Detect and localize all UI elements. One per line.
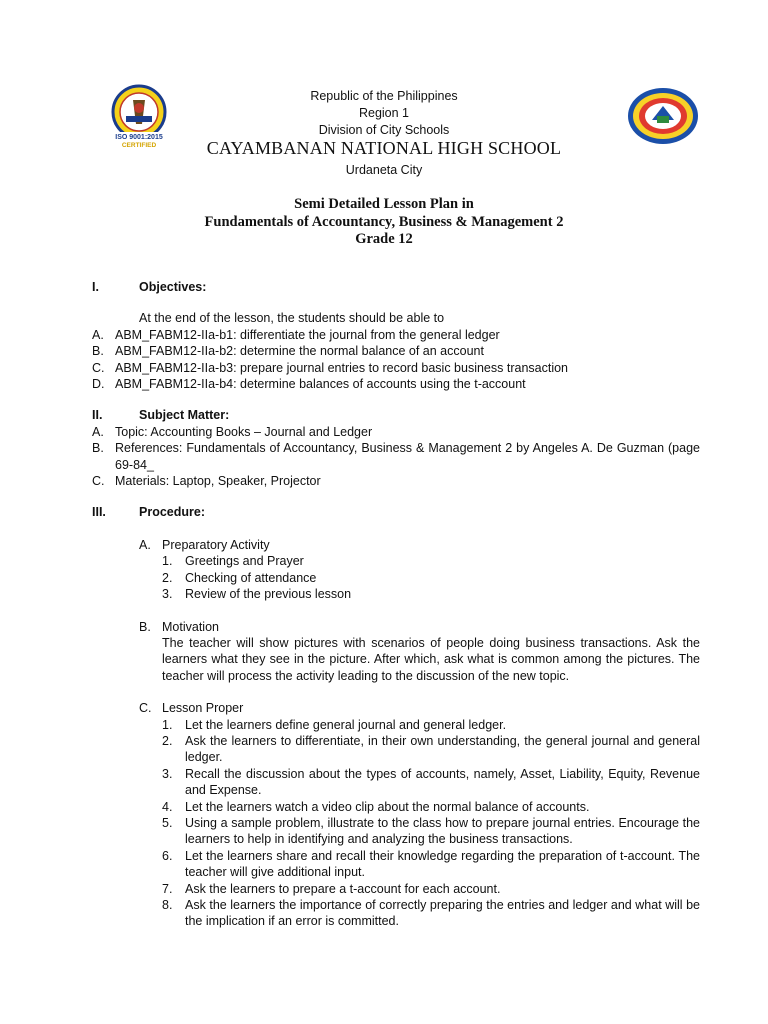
list-item bbox=[92, 327, 700, 343]
section-heading: Procedure: bbox=[139, 505, 205, 520]
document-body bbox=[92, 279, 700, 944]
preparatory-activity bbox=[139, 537, 700, 603]
lesson-list bbox=[162, 717, 700, 930]
list-item bbox=[162, 553, 700, 569]
list-marker: 5. bbox=[162, 815, 173, 830]
list-item-text: References: Fundamentals of Accountancy, Business & Management 2 by Angeles A. De Guzman (page 69-84_ bbox=[115, 441, 700, 472]
list-item bbox=[162, 897, 700, 930]
subsection-title-text: Preparatory Activity bbox=[162, 537, 270, 552]
section-procedure bbox=[92, 504, 700, 929]
list-item-text: Review of the previous lesson bbox=[185, 587, 352, 602]
list-marker: A. bbox=[92, 424, 104, 439]
list-item bbox=[162, 815, 700, 848]
title-line-2: Fundamentals of Accountancy, Business & Management 2 bbox=[204, 213, 564, 230]
list-marker: C. bbox=[92, 474, 105, 489]
list-item bbox=[162, 717, 700, 733]
section-numeral: III. bbox=[92, 505, 106, 520]
list-marker: 4. bbox=[162, 799, 173, 814]
list-item bbox=[92, 424, 700, 440]
school-name: CAYAMBANAN NATIONAL HIGH SCHOOL bbox=[206, 138, 562, 158]
header-division: Division of City Schools bbox=[318, 123, 450, 137]
list-marker: 3. bbox=[162, 587, 173, 602]
subsection-title bbox=[139, 537, 700, 553]
list-item-text: Ask the learners to differentiate, in their own understanding, the general journal and general ledger. bbox=[185, 733, 700, 765]
lesson-plan-title bbox=[0, 196, 768, 249]
list-item bbox=[162, 848, 700, 881]
list-item-text: Using a sample problem, illustrate to the class how to prepare journal entries. Encourage the learners to help in identifying and analyzing the business transactions. bbox=[185, 815, 700, 847]
list-item-text: ABM_FABM12-IIa-b3: prepare journal entries to record basic business transaction bbox=[115, 360, 569, 375]
subsection-title-text: Lesson Proper bbox=[162, 701, 244, 716]
subsection-title-text: Motivation bbox=[162, 619, 219, 634]
list-item-text: Checking of attendance bbox=[185, 570, 317, 585]
list-item bbox=[162, 586, 700, 602]
preparatory-list bbox=[162, 553, 700, 602]
motivation-text: The teacher will show pictures with scenarios of people doing business transactions. Ask the learners what they see in the picture. After which, ask what is common among the pictures. The teacher will process the activity leading to the discussion of the new topic. bbox=[162, 635, 700, 683]
list-item-text: Let the learners share and recall their knowledge regarding the preparation of t-account. The teacher will give additional input. bbox=[185, 848, 700, 880]
objectives-intro: At the end of the lesson, the students should be able to bbox=[139, 311, 445, 326]
list-item bbox=[92, 376, 700, 392]
list-marker: 8. bbox=[162, 898, 173, 912]
subject-list bbox=[92, 424, 700, 490]
list-item-text: ABM_FABM12-IIa-b1: differentiate the journal from the general ledger bbox=[115, 327, 500, 342]
list-item bbox=[162, 799, 700, 815]
list-item bbox=[92, 473, 700, 489]
section-heading: Subject Matter: bbox=[139, 408, 230, 423]
list-marker: B. bbox=[92, 441, 104, 456]
subsection-title bbox=[139, 619, 700, 635]
list-item bbox=[162, 570, 700, 586]
list-item bbox=[162, 881, 700, 897]
list-item-text: Let the learners watch a video clip about the normal balance of accounts. bbox=[185, 799, 590, 814]
section-subject-matter bbox=[92, 407, 700, 489]
title-line-3: Grade 12 bbox=[355, 231, 413, 247]
list-marker: 2. bbox=[162, 570, 173, 585]
list-item bbox=[162, 733, 700, 766]
lesson-proper bbox=[139, 700, 700, 930]
list-marker: A. bbox=[92, 327, 104, 342]
list-marker: B. bbox=[92, 344, 104, 359]
objectives-list bbox=[92, 327, 700, 393]
subsection-title bbox=[139, 700, 700, 716]
list-item bbox=[92, 360, 700, 376]
section-numeral: I. bbox=[92, 280, 99, 294]
list-item-text: Topic: Accounting Books – Journal and Ledger bbox=[115, 424, 373, 439]
title-line-1: Semi Detailed Lesson Plan in bbox=[294, 196, 474, 212]
header-city: Urdaneta City bbox=[345, 163, 423, 177]
list-marker: C. bbox=[139, 701, 152, 716]
certified-text: CERTIFIED bbox=[121, 142, 157, 149]
section-numeral: II. bbox=[92, 408, 103, 423]
list-item bbox=[92, 343, 700, 359]
list-item-text: ABM_FABM12-IIa-b2: determine the normal balance of an account bbox=[115, 344, 484, 359]
list-marker: 1. bbox=[162, 717, 173, 732]
list-item-text: Ask the learners to prepare a t-account for each account. bbox=[185, 881, 501, 896]
list-item bbox=[162, 766, 700, 799]
list-item-text: Materials: Laptop, Speaker, Projector bbox=[115, 474, 321, 489]
list-marker: A. bbox=[139, 537, 151, 552]
list-item-text: Let the learners define general journal and general ledger. bbox=[185, 717, 507, 732]
list-marker: B. bbox=[139, 619, 151, 634]
list-marker: C. bbox=[92, 360, 105, 375]
list-marker: 7. bbox=[162, 881, 173, 896]
list-marker: 2. bbox=[162, 733, 173, 748]
header-region: Region 1 bbox=[358, 106, 410, 120]
motivation bbox=[139, 619, 700, 685]
list-item-text: Greetings and Prayer bbox=[185, 554, 304, 569]
list-marker: 3. bbox=[162, 766, 173, 781]
list-marker: 1. bbox=[162, 554, 173, 569]
list-item bbox=[92, 440, 700, 473]
list-marker: 6. bbox=[162, 848, 173, 863]
section-objectives bbox=[92, 279, 700, 392]
list-item-text: Ask the learners the importance of correctly preparing the entries and ledger and what will be the implication if an error is committed. bbox=[185, 898, 700, 929]
section-heading: Objectives: bbox=[139, 280, 207, 294]
header-republic: Republic of the Philippines bbox=[310, 89, 458, 103]
list-item-text: ABM_FABM12-IIa-b4: determine balances of accounts using the t-account bbox=[115, 377, 526, 392]
iso-text: ISO 9001:2015 bbox=[115, 134, 163, 141]
list-item-text: Recall the discussion about the types of accounts, namely, Asset, Liability, Equity, Revenue and Expense. bbox=[185, 766, 700, 798]
list-marker: D. bbox=[92, 377, 105, 392]
